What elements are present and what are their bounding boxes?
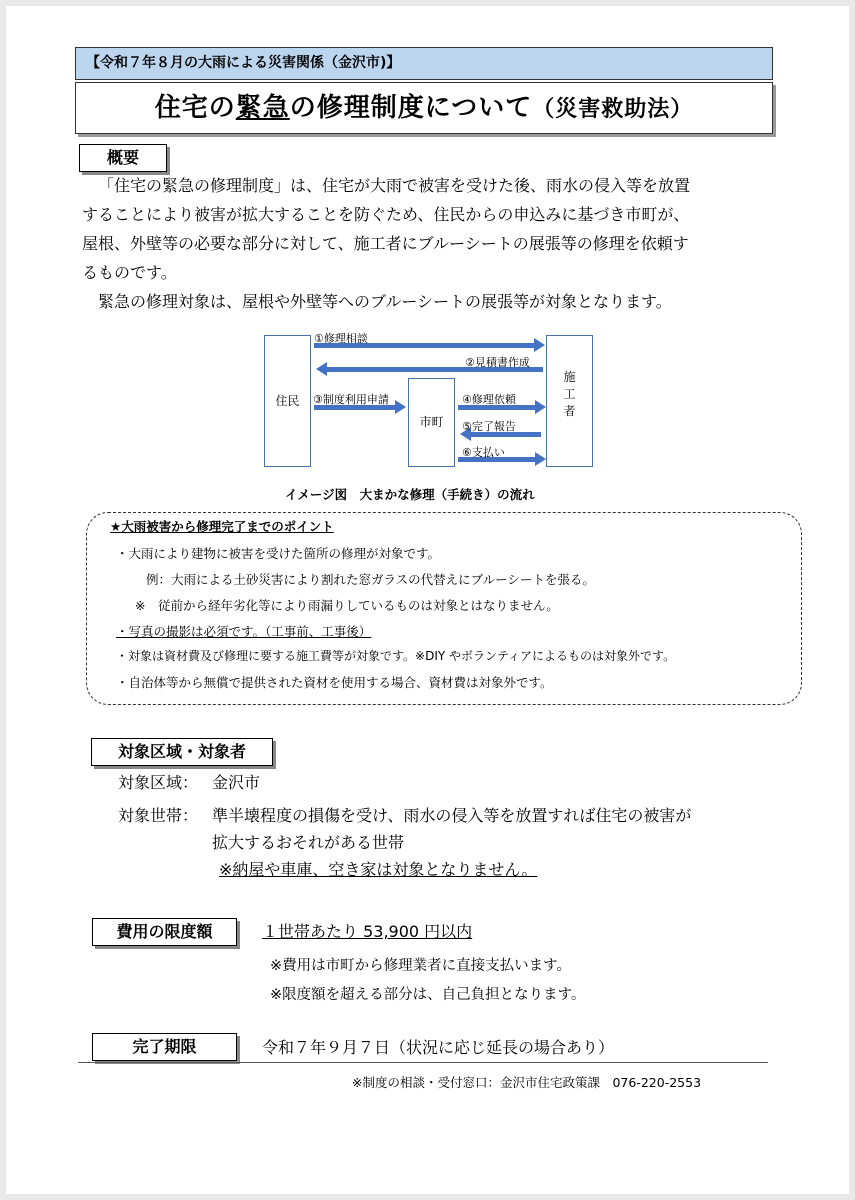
deadline-value: 令和７年９月７日（状況に応じ延長の場合あり）	[262, 1038, 615, 1057]
step5-label: ⑤完了報告	[462, 420, 516, 433]
resident-box: 住民	[264, 335, 311, 467]
step6-label: ⑥支払い	[462, 446, 505, 459]
point-item-5: ・対象は資材費及び修理に要する施工費等が対象です。※DIY やボランティアによるものは対象外です。	[116, 649, 676, 663]
target-area-value: 金沢市	[212, 773, 261, 792]
overview-line-5: 緊急の修理対象は、屋根や外壁等へのブルーシートの展張等が対象となります。	[98, 292, 672, 311]
cost-heading: 費用の限度額	[92, 918, 237, 946]
overview-line-2: することにより被害が拡大することを防ぐため、住民からの申込みに基づき市町が、	[82, 205, 690, 224]
step2-label: ②見積書作成	[465, 356, 530, 369]
contact-info: ※制度の相談・受付窓口：金沢市住宅政策課 076-220-2553	[352, 1075, 702, 1090]
title-box	[75, 82, 773, 134]
target-area-label: 対象区域：	[118, 773, 199, 792]
target-note: ※納屋や車庫、空き家は対象となりません。	[219, 860, 538, 879]
disaster-tag: 【令和７年８月の大雨による災害関係（金沢市)】	[75, 47, 773, 80]
cost-note-2: ※限度額を超える部分は、自己負担となります。	[270, 987, 586, 1003]
target-household-line-2: 拡大するおそれがある世帯	[212, 833, 405, 852]
points-heading: ★大雨被害から修理完了までのポイント	[110, 519, 334, 534]
target-heading: 対象区域・対象者	[91, 738, 273, 766]
page-title: 住宅の緊急の修理制度について（災害救助法）	[154, 93, 694, 123]
overview-line-3: 屋根、外壁等の必要な部分に対して、施工者にブルーシートの展張等の修理を依頼す	[82, 234, 689, 253]
point-item-1: ・大雨により建物に被害を受けた箇所の修理が対象です。	[116, 546, 441, 561]
diagram-caption: イメージ図 大まかな修理（手続き）の流れ	[285, 487, 535, 502]
step3-label: ③制度利用申請	[313, 393, 389, 406]
overview-line-1: 「住宅の緊急の修理制度」は、住宅が大雨で被害を受けた後、雨水の侵入等を放置	[98, 176, 691, 195]
step1-label: ①修理相談	[314, 332, 368, 345]
overview-line-4: るものです。	[82, 263, 177, 282]
point-item-2: 例：大雨による土砂災害により割れた窓ガラスの代替えにブルーシートを張る。	[146, 572, 595, 587]
deadline-heading: 完了期限	[92, 1033, 237, 1061]
city-box: 市町	[408, 378, 455, 467]
point-item-6: ・自治体等から無償で提供された資材を使用する場合、資材費は対象外です。	[116, 675, 553, 690]
target-household-line-1: 準半壊程度の損傷を受け、雨水の侵入等を放置すれば住宅の被害が	[212, 806, 692, 825]
cost-note-1: ※費用は市町から修理業者に直接支払います。	[270, 958, 571, 974]
step4-label: ④修理依頼	[462, 393, 516, 406]
contractor-box: 施工者	[546, 335, 593, 467]
overview-heading: 概要	[79, 144, 167, 172]
footer-divider	[78, 1062, 768, 1063]
point-item-4: ・写真の撮影は必須です。（工事前、工事後）	[116, 624, 372, 639]
point-item-3: ※ 従前から経年劣化等により雨漏りしているものは対象とはなりません。	[135, 598, 559, 613]
cost-value: １世帯あたり 53,900 円以内	[262, 922, 473, 941]
target-household-label: 対象世帯：	[118, 806, 199, 825]
